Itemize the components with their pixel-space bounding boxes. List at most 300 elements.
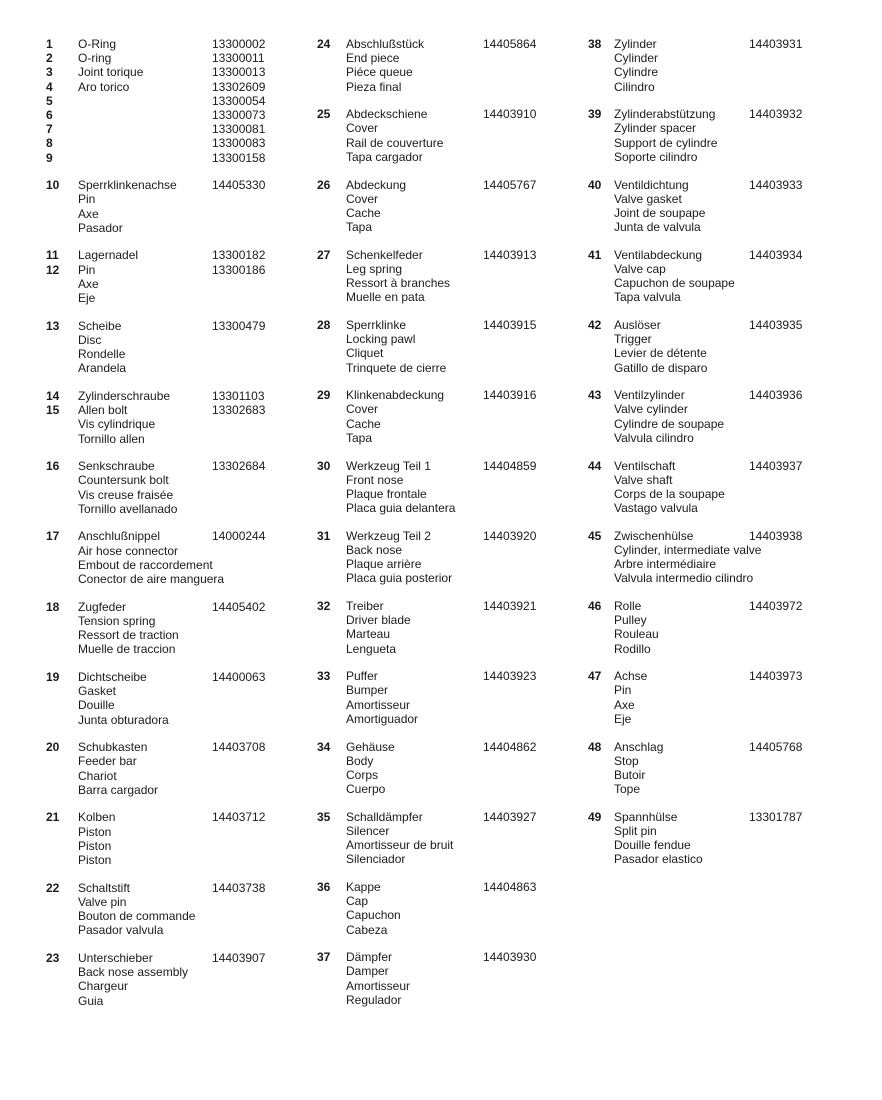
part-line: [317, 346, 455, 360]
item-number: 32: [317, 599, 331, 613]
item-number: 12: [46, 262, 60, 277]
item-name: Arbre intermédiaire: [614, 557, 717, 572]
item-name: Pasador: [78, 220, 123, 235]
part-line: [588, 402, 761, 416]
part-number: 14405767: [483, 177, 537, 192]
part-group: [588, 37, 803, 94]
part-number: 14400063: [212, 669, 266, 684]
part-line: [317, 473, 455, 487]
parts-column: [588, 37, 803, 880]
item-name: Valve pin: [78, 894, 127, 909]
part-line: [46, 388, 265, 403]
item-name: Dichtscheibe: [78, 669, 147, 684]
part-line: [46, 107, 266, 122]
part-line: [588, 262, 761, 276]
part-line: [317, 838, 455, 852]
item-number: 27: [317, 247, 331, 262]
part-line: [317, 417, 455, 431]
part-line: [317, 613, 455, 627]
item-number: 43: [588, 388, 602, 403]
part-number: 14403936: [749, 388, 803, 403]
item-name: Schenkelfeder: [346, 247, 423, 262]
part-line: [46, 628, 224, 642]
item-name: Pin: [614, 683, 632, 698]
item-name: Ventilabdeckung: [614, 247, 703, 262]
item-number: 35: [317, 809, 331, 824]
part-line: [46, 122, 266, 137]
part-number: 14404859: [483, 458, 537, 473]
part-group: [317, 177, 537, 235]
item-name: Body: [346, 753, 374, 768]
part-group: [588, 809, 803, 867]
item-name: Cover: [346, 191, 379, 206]
part-line: [588, 487, 761, 501]
part-line: [46, 994, 224, 1008]
part-line: [588, 51, 761, 65]
item-name: Valvula intermedio cilindro: [614, 571, 754, 586]
part-line: [46, 221, 224, 235]
item-name: Back nose: [346, 542, 403, 557]
part-group: [317, 599, 537, 656]
part-group: [46, 529, 266, 586]
part-line: [588, 417, 761, 431]
parts-column: [46, 37, 266, 1021]
item-name: Cylindre de soupape: [614, 416, 725, 431]
item-name: Gehäuse: [346, 739, 395, 754]
item-name: Tope: [614, 782, 641, 797]
part-line: [588, 739, 803, 754]
part-line: [317, 683, 455, 697]
part-line: [588, 37, 803, 51]
item-name: Spannhülse: [614, 809, 678, 824]
part-line: [588, 809, 803, 824]
item-number: 34: [317, 739, 331, 754]
item-number: 4: [46, 79, 53, 94]
part-group: [588, 739, 803, 797]
item-name: Piston: [78, 824, 112, 839]
part-number: 14405402: [212, 599, 266, 614]
part-line: [46, 150, 266, 165]
part-line: [317, 950, 537, 965]
part-number: 14403935: [749, 318, 803, 332]
part-number: 13302683: [212, 403, 266, 418]
item-name: Werkzeug Teil 1: [346, 458, 431, 473]
item-name: Auslöser: [614, 318, 661, 332]
part-number: 14403933: [749, 177, 803, 192]
item-name: Conector de aire manguera: [78, 572, 225, 586]
part-line: [317, 402, 455, 416]
part-number: 14403930: [483, 950, 537, 965]
item-name: Butoir: [614, 767, 646, 782]
item-name: Cuerpo: [346, 782, 386, 797]
item-name: Damper: [346, 964, 389, 979]
item-name: Ventilzylinder: [614, 388, 685, 403]
part-number: 14403910: [483, 107, 537, 122]
part-group: [588, 599, 803, 656]
part-line: [317, 51, 455, 65]
item-name: Pieza final: [346, 79, 402, 94]
part-line: [317, 150, 455, 164]
part-line: [317, 501, 455, 515]
part-line: [46, 669, 266, 684]
item-name: Guia: [78, 993, 104, 1008]
part-group: [317, 247, 537, 305]
part-line: [317, 487, 455, 501]
part-line: [588, 121, 761, 135]
item-name: Cylindre: [614, 65, 659, 80]
item-name: Amortisseur: [346, 978, 411, 993]
part-line: [46, 810, 266, 825]
part-number: 14403907: [212, 950, 266, 965]
part-line: [317, 220, 455, 234]
item-name: Locking pawl: [346, 332, 416, 347]
part-group: [317, 950, 537, 1007]
item-name: Eje: [78, 291, 96, 305]
part-line: [46, 979, 224, 993]
part-line: [317, 361, 455, 375]
part-line: [46, 361, 224, 375]
item-name: Pin: [78, 192, 96, 207]
part-line: [588, 80, 761, 94]
item-name: Driver blade: [346, 613, 411, 628]
item-number: 28: [317, 318, 331, 332]
part-line: [317, 528, 537, 543]
part-line: [46, 698, 224, 712]
part-line: [46, 136, 266, 151]
part-line: [317, 880, 537, 894]
item-name: Cylinder, intermediate valve: [614, 542, 762, 557]
item-number: 5: [46, 93, 53, 108]
part-line: [46, 853, 224, 867]
item-name: Arandela: [78, 361, 127, 376]
item-name: Chariot: [78, 768, 117, 783]
part-line: [588, 669, 803, 684]
part-line: [588, 599, 803, 613]
item-name: Cover: [346, 121, 379, 136]
item-name: Ressort de traction: [78, 628, 179, 643]
part-group: [588, 388, 803, 445]
part-line: [588, 838, 761, 852]
part-line: [588, 543, 761, 557]
part-line: [317, 627, 455, 641]
item-name: Werkzeug Teil 2: [346, 528, 431, 543]
item-name: Cover: [346, 402, 379, 417]
part-line: [46, 207, 224, 221]
part-line: [46, 740, 266, 755]
part-line: [317, 698, 455, 712]
part-line: [317, 782, 455, 796]
item-name: Zylinder spacer: [614, 121, 697, 136]
part-group: [317, 528, 537, 586]
part-group: [46, 459, 266, 516]
part-group: [317, 739, 537, 797]
part-line: [46, 262, 266, 277]
part-group: [317, 880, 537, 937]
item-name: Pasador elastico: [614, 852, 703, 867]
item-name: Tornillo allen: [78, 431, 145, 446]
item-name: Soporte cilindro: [614, 149, 698, 164]
part-number: 14403915: [483, 318, 537, 332]
item-name: Eje: [614, 711, 632, 726]
item-number: 14: [46, 388, 60, 403]
part-line: [317, 458, 537, 473]
part-line: [46, 318, 266, 333]
part-line: [46, 713, 224, 727]
part-line: [588, 136, 761, 150]
part-line: [588, 768, 761, 782]
item-name: Placa guia delantera: [346, 501, 456, 516]
item-name: Allen bolt: [78, 403, 128, 418]
part-number: 13302609: [212, 79, 266, 94]
part-number: 14403738: [212, 880, 266, 895]
part-line: [317, 388, 537, 403]
item-name: Tension spring: [78, 613, 156, 628]
part-line: [317, 247, 537, 262]
part-line: [588, 613, 761, 627]
item-number: 16: [46, 459, 60, 474]
part-line: [46, 403, 266, 418]
part-line: [317, 262, 455, 276]
part-group: [317, 458, 537, 516]
part-group: [46, 178, 266, 235]
part-number: 13300011: [212, 51, 265, 66]
part-line: [46, 248, 266, 263]
part-line: [588, 150, 761, 164]
part-line: [317, 894, 455, 908]
item-name: Klinkenabdeckung: [346, 388, 445, 403]
item-name: Embout de raccordement: [78, 557, 213, 572]
part-line: [317, 669, 537, 684]
item-name: Feeder bar: [78, 754, 137, 769]
part-line: [46, 825, 224, 839]
item-number: 13: [46, 318, 60, 333]
item-name: Unterschieber: [78, 950, 153, 965]
part-line: [317, 431, 455, 445]
part-group: [317, 107, 537, 164]
item-number: 45: [588, 528, 602, 543]
item-name: Cilindro: [614, 79, 655, 94]
part-line: [46, 79, 266, 94]
item-name: Valve cylinder: [614, 402, 688, 417]
item-name: Bouton de commande: [78, 909, 196, 924]
part-number: 13300013: [212, 65, 266, 80]
part-line: [46, 93, 266, 108]
part-line: [46, 895, 224, 909]
item-name: Junta de valvula: [614, 220, 701, 235]
part-line: [46, 599, 266, 614]
item-name: Douille fendue: [614, 838, 691, 853]
item-number: 30: [317, 458, 331, 473]
part-line: [317, 80, 455, 94]
item-name: Muelle de traccion: [78, 642, 176, 657]
item-name: Pin: [78, 262, 96, 277]
part-line: [588, 332, 761, 346]
item-name: Tapa valvula: [614, 290, 681, 305]
part-line: [46, 473, 224, 487]
part-line: [317, 768, 455, 782]
part-group: [588, 458, 803, 516]
item-name: Tapa cargador: [346, 149, 423, 164]
part-line: [317, 852, 455, 866]
part-line: [588, 346, 761, 360]
part-line: [46, 544, 224, 558]
item-number: 48: [588, 739, 602, 754]
part-line: [588, 206, 761, 220]
part-line: [588, 290, 761, 304]
item-name: Abdeckschiene: [346, 107, 428, 122]
part-line: [46, 529, 266, 544]
item-number: 39: [588, 107, 602, 122]
part-line: [588, 782, 761, 796]
item-name: Douille: [78, 698, 115, 713]
part-number: 13300083: [212, 136, 266, 151]
part-line: [46, 192, 224, 206]
item-number: 31: [317, 528, 331, 543]
item-name: Aro torico: [78, 79, 130, 94]
part-line: [317, 318, 537, 332]
part-number: 13301103: [212, 388, 265, 403]
item-name: Chargeur: [78, 979, 129, 994]
part-group: [588, 247, 803, 305]
item-name: Junta obturadora: [78, 712, 169, 727]
part-line: [46, 417, 224, 431]
part-line: [588, 361, 761, 375]
part-number: 14403913: [483, 247, 537, 262]
item-number: 29: [317, 388, 331, 403]
item-name: Anschlußnippel: [78, 529, 161, 544]
item-name: Tornillo avellanado: [78, 501, 178, 516]
part-line: [588, 824, 761, 838]
item-name: Corps de la soupape: [614, 486, 725, 501]
item-name: Zwischenhülse: [614, 528, 694, 543]
item-number: 38: [588, 37, 602, 51]
item-name: Vastago valvula: [614, 501, 698, 516]
item-name: Amortisseur de bruit: [346, 838, 454, 853]
part-line: [46, 178, 266, 193]
item-name: Valve gasket: [614, 191, 682, 206]
item-name: Zylinderabstützung: [614, 107, 716, 122]
part-line: [317, 177, 537, 192]
item-number: 33: [317, 669, 331, 684]
part-number: 14403916: [483, 388, 537, 403]
item-name: Ressort à branches: [346, 276, 451, 291]
item-name: Cabeza: [346, 922, 388, 937]
part-line: [317, 276, 455, 290]
part-line: [317, 993, 455, 1007]
part-line: [588, 431, 761, 445]
item-number: 41: [588, 247, 602, 262]
part-number: 13300158: [212, 150, 266, 165]
item-name: Pasador valvula: [78, 923, 164, 938]
part-line: [588, 458, 803, 473]
part-line: [46, 684, 224, 698]
part-line: [317, 65, 455, 79]
part-number: 14403937: [749, 458, 803, 473]
part-line: [317, 557, 455, 571]
part-line: [317, 121, 455, 135]
part-group: [588, 528, 803, 586]
item-number: 22: [46, 880, 60, 895]
part-line: [46, 51, 265, 66]
part-line: [317, 37, 537, 51]
parts-column: [317, 37, 537, 1021]
item-name: Gasket: [78, 684, 117, 699]
item-name: End piece: [346, 51, 400, 66]
part-line: [317, 908, 455, 922]
item-name: Support de cylindre: [614, 135, 718, 150]
item-name: Disc: [78, 332, 102, 347]
part-group: [317, 318, 537, 375]
part-line: [46, 614, 224, 628]
part-number: 13300182: [212, 248, 266, 263]
item-name: Axe: [614, 697, 635, 712]
item-name: Abdeckung: [346, 177, 407, 192]
part-number: 14403938: [749, 528, 803, 543]
item-name: Lagernadel: [78, 248, 139, 263]
item-name: Schubkasten: [78, 740, 148, 755]
part-group: [317, 37, 537, 94]
item-name: Barra cargador: [78, 782, 159, 797]
part-number: 14404863: [483, 880, 537, 894]
item-number: 20: [46, 740, 60, 755]
item-name: O-ring: [78, 51, 112, 66]
part-group: [317, 388, 537, 445]
item-name: Bumper: [346, 683, 389, 698]
item-name: Valve cap: [614, 261, 666, 276]
part-line: [588, 571, 761, 585]
part-line: [46, 347, 224, 361]
part-number: 14403921: [483, 599, 537, 613]
item-number: 47: [588, 669, 602, 684]
item-name: Gatillo de disparo: [614, 360, 708, 375]
part-group: [588, 177, 803, 235]
part-line: [46, 572, 224, 586]
part-line: [46, 37, 266, 51]
part-line: [46, 950, 266, 965]
part-line: [317, 290, 455, 304]
part-line: [46, 923, 224, 937]
part-line: [317, 979, 455, 993]
part-line: [317, 923, 455, 937]
item-number: 8: [46, 136, 53, 151]
part-group: [46, 318, 266, 376]
part-line: [317, 543, 455, 557]
part-line: [588, 65, 761, 79]
item-number: 25: [317, 107, 331, 122]
item-name: Silenciador: [346, 852, 406, 867]
item-name: Cache: [346, 205, 381, 220]
part-number: 13300081: [212, 122, 266, 137]
part-line: [317, 107, 537, 122]
item-name: Valve shaft: [614, 472, 673, 487]
part-line: [588, 642, 761, 656]
item-name: Piston: [78, 853, 112, 867]
part-line: [46, 488, 224, 502]
item-name: Zugfeder: [78, 599, 127, 614]
part-line: [317, 599, 537, 613]
item-name: Pulley: [614, 613, 647, 628]
part-line: [46, 291, 224, 305]
item-name: Rolle: [614, 599, 642, 613]
part-group: [46, 248, 266, 305]
part-number: 14403972: [749, 599, 803, 613]
part-line: [588, 712, 761, 726]
part-group: [46, 880, 266, 938]
part-line: [46, 277, 224, 291]
item-number: 46: [588, 599, 602, 613]
item-number: 21: [46, 810, 60, 825]
item-name: Cylinder: [614, 51, 659, 66]
